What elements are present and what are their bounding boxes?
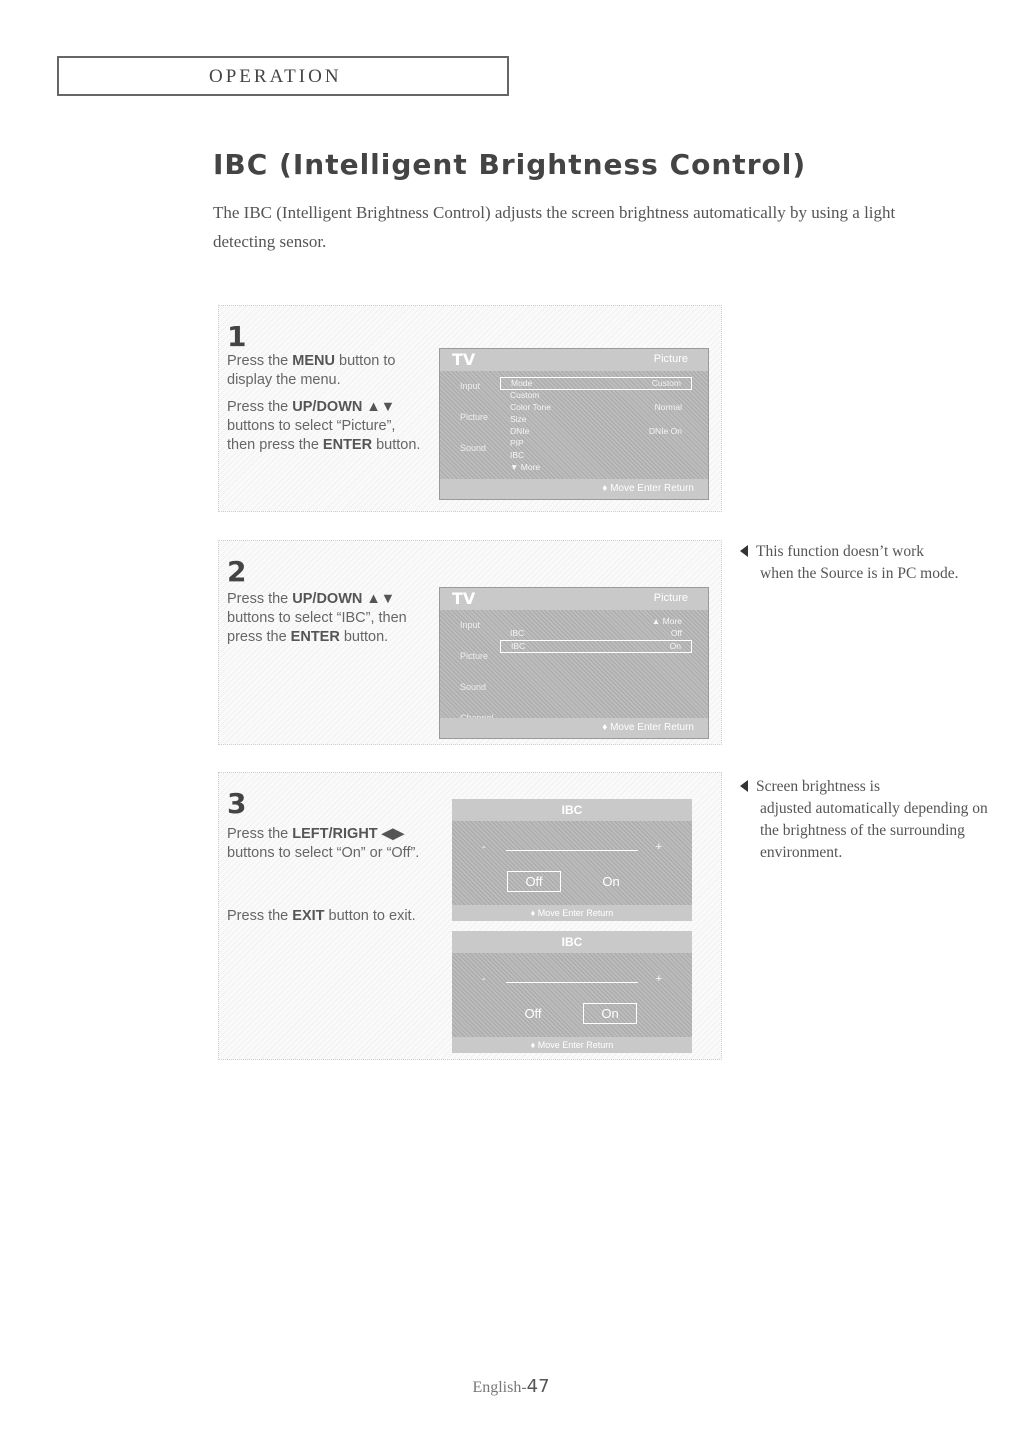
tv-menu-screen-1 — [439, 348, 709, 500]
text: Press the — [227, 399, 293, 415]
row-label: IBC — [511, 641, 526, 651]
note-text: This function doesn’t work — [756, 543, 925, 560]
sidebar-item-sound: Sound — [460, 443, 487, 453]
tv-sidebar — [440, 371, 498, 477]
ibc-options — [452, 871, 692, 892]
key-menu: MENU — [292, 353, 335, 369]
sidebar-item-picture: Picture — [460, 412, 489, 422]
menu-row — [500, 390, 692, 402]
ibc-screen-on — [452, 931, 692, 1053]
section-label: OPERATION — [209, 66, 342, 87]
ibc-footer: ♦ Move Enter Return — [452, 905, 692, 921]
note-text: when the Source is in PC mode. — [760, 565, 959, 582]
row-label: Custom — [510, 390, 540, 400]
row-value: Normal — [654, 402, 682, 412]
menu-row — [500, 377, 692, 390]
ibc-footer: ♦ Move Enter Return — [452, 1037, 692, 1053]
menu-title: Picture — [653, 592, 688, 604]
tv-header — [440, 588, 708, 610]
step-3-para-1 — [227, 825, 427, 863]
step-1-panel — [218, 305, 722, 512]
tv-header — [440, 349, 708, 371]
row-value: DNIe On — [648, 426, 682, 436]
minus-sign: - — [482, 841, 486, 853]
option-on: On — [602, 874, 620, 889]
ibc-slider-line — [506, 982, 638, 983]
text: button. — [339, 629, 389, 645]
note-pc-mode — [740, 541, 1000, 585]
step-3-panel — [218, 772, 722, 1060]
text: Press the — [227, 353, 293, 369]
tv-logo: TV — [452, 589, 476, 608]
sidebar-item-input: Input — [460, 381, 481, 391]
text: button. — [372, 437, 421, 453]
text: Press the — [227, 591, 293, 607]
menu-row — [500, 616, 692, 628]
option-off: Off — [507, 871, 561, 892]
plus-sign: + — [655, 973, 662, 985]
intro-text: The IBC (Intelligent Brightness Control) adjusts the screen brightness automatically by using a light detecting sensor. — [213, 203, 896, 251]
step-2-panel — [218, 540, 722, 745]
text: buttons to select “On” or “Off”. — [227, 845, 420, 861]
note-text: adjusted automatically depending on the brightness of the surrounding environment. — [760, 800, 988, 861]
text: Press the — [227, 826, 293, 842]
ibc-title: IBC — [452, 799, 692, 821]
note-text: Screen brightness is — [756, 778, 880, 795]
section-tab — [57, 56, 509, 96]
step-number: 2 — [227, 555, 247, 588]
ibc-screen-off — [452, 799, 692, 921]
row-value: Off — [670, 628, 682, 638]
menu-title: Picture — [653, 353, 688, 365]
menu-row — [500, 438, 692, 450]
key-leftright: LEFT/RIGHT ◀▶ — [292, 826, 404, 842]
menu-row — [500, 628, 692, 640]
tv-menu-screen-2 — [439, 587, 709, 739]
menu-row — [500, 450, 692, 462]
plus-sign: + — [655, 841, 662, 853]
left-triangle-icon — [740, 545, 748, 557]
sidebar-item-input: Input — [460, 620, 481, 630]
step-2-para-1 — [227, 590, 427, 647]
menu-row — [500, 402, 692, 414]
text: button to display the menu. — [227, 353, 396, 388]
option-off: Off — [524, 1006, 542, 1021]
step-2-instructions — [227, 590, 427, 655]
text: Press the — [227, 908, 293, 924]
footer-language: English- — [472, 1379, 527, 1396]
page-footer — [0, 1376, 1022, 1397]
row-label: ▼ More — [510, 462, 541, 472]
text: buttons to select “Picture”, then press the — [227, 418, 396, 453]
tv-sidebar — [440, 610, 498, 716]
row-label: IBC — [510, 450, 525, 460]
key-enter: ENTER — [290, 629, 340, 645]
key-updown: UP/DOWN ▲▼ — [292, 591, 396, 607]
key-enter: ENTER — [322, 437, 373, 453]
row-label: Size — [510, 414, 527, 424]
row-label: Mode — [511, 378, 533, 388]
text: buttons to select “IBC”, then press the — [227, 610, 407, 645]
minus-sign: - — [482, 973, 486, 985]
step-3-instructions — [227, 825, 427, 934]
step-1-para-2 — [227, 398, 427, 455]
step-3-para-2 — [227, 907, 427, 926]
text: button to exit. — [324, 908, 416, 924]
ibc-slider-line — [506, 850, 638, 851]
ibc-options — [452, 1003, 692, 1024]
step-number: 1 — [227, 320, 247, 353]
tv-logo: TV — [452, 350, 476, 369]
option-on: On — [583, 1003, 637, 1024]
row-label: Color Tone — [510, 402, 551, 412]
menu-row — [500, 414, 692, 426]
menu-rows — [500, 377, 692, 474]
menu-row — [500, 640, 692, 653]
key-exit: EXIT — [292, 908, 325, 924]
row-value: Custom — [651, 378, 681, 388]
row-value: On — [669, 641, 681, 651]
step-1-para-1 — [227, 352, 427, 390]
sidebar-item-sound: Sound — [460, 682, 487, 692]
row-value: ▲ More — [651, 616, 682, 626]
left-triangle-icon — [740, 780, 748, 792]
menu-rows — [500, 616, 692, 653]
page-number: 47 — [526, 1376, 550, 1397]
note-brightness — [740, 776, 1000, 864]
sidebar-item-picture: Picture — [460, 651, 489, 661]
menu-row — [500, 462, 692, 474]
menu-row — [500, 426, 692, 438]
ibc-bar — [482, 841, 662, 855]
page-title: IBC (Intelligent Brightness Control) — [213, 148, 807, 181]
tv-footer: ♦ Move Enter Return — [440, 479, 708, 499]
key-updown: UP/DOWN ▲▼ — [292, 399, 396, 415]
step-1-instructions — [227, 352, 427, 463]
ibc-bar — [482, 973, 662, 987]
step-number: 3 — [227, 787, 247, 820]
row-label: DNIe — [510, 426, 530, 436]
ibc-title: IBC — [452, 931, 692, 953]
row-label: IBC — [510, 628, 525, 638]
row-label: PIP — [510, 438, 524, 448]
tv-footer: ♦ Move Enter Return — [440, 718, 708, 738]
